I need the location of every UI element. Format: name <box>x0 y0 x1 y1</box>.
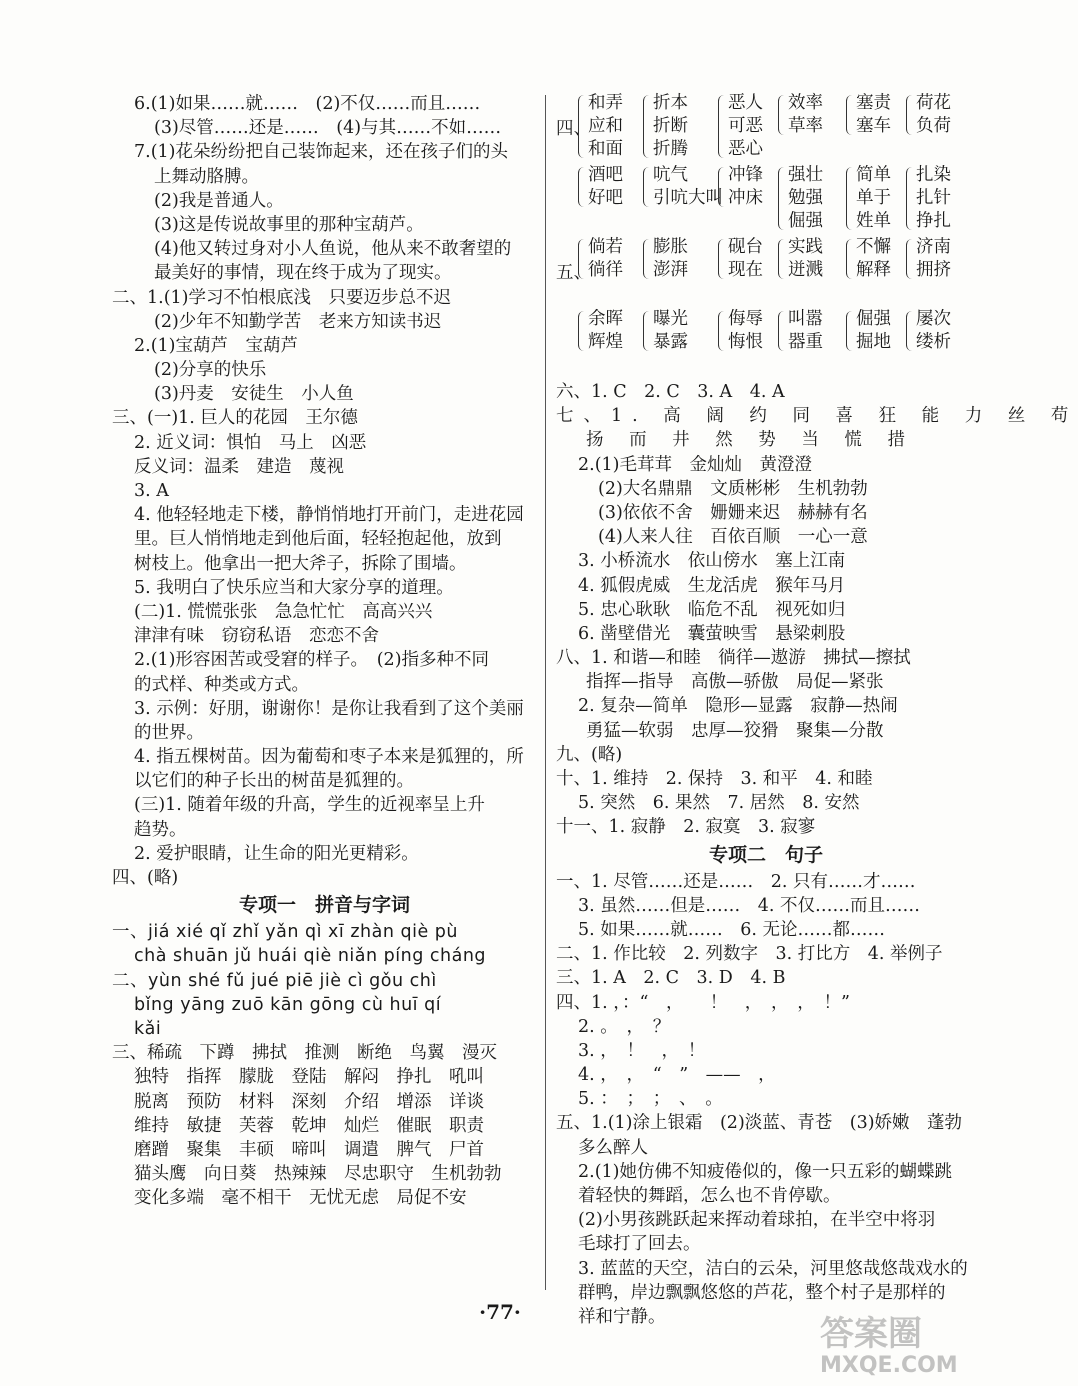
answer-line: 毛球打了回去。 <box>578 1234 701 1255</box>
bracket-groups <box>556 92 976 380</box>
word: 屡次 <box>916 309 951 329</box>
answer-line: 指挥—指导 高傲—骄傲 局促—紧张 <box>586 672 884 693</box>
word: 折本 <box>653 93 688 113</box>
answer-line: (2)我是普通人。 <box>154 190 284 211</box>
answer-line: 一、1. 尽管……还是…… 2. 只有……才…… <box>556 871 916 892</box>
brace-mark <box>778 167 787 230</box>
brace-mark <box>718 167 727 207</box>
word: 现在 <box>728 260 763 280</box>
word: 余晖 <box>588 309 623 329</box>
page-number: ·77· <box>479 1300 521 1324</box>
answer-line: 二、1. 作比较 2. 列数字 3. 打比方 4. 举例子 <box>556 944 943 965</box>
word-column <box>856 164 891 233</box>
watermark-logo <box>820 1315 990 1383</box>
word-column <box>788 92 823 138</box>
word: 倔强 <box>788 211 823 231</box>
word-column <box>728 308 763 354</box>
word-column <box>788 308 823 354</box>
answer-line: 4. 他轻轻地走下楼，静悄悄地打开前门，走进花园 <box>134 505 524 526</box>
word: 膨胀 <box>653 237 688 257</box>
answer-line: (2)少年不知勤学苦 老来方知读书迟 <box>154 311 442 332</box>
word: 和面 <box>588 139 623 159</box>
answer-line: (4)他又转过身对小人鱼说，他从来不敢奢望的 <box>154 239 512 260</box>
brace-mark <box>906 95 915 135</box>
brace-mark <box>906 167 915 230</box>
answer-line: 的世界。 <box>134 722 204 743</box>
answer-line: (2)分享的快乐 <box>154 360 267 381</box>
answer-line: 3. 小桥流水 依山傍水 塞上江南 <box>578 551 846 572</box>
watermark-top: 答案圈 <box>820 1314 922 1354</box>
word: 草率 <box>788 116 823 136</box>
word: 砚台 <box>728 237 763 257</box>
answer-line: 5. 突然 6. 果然 7. 居然 8. 安然 <box>578 793 860 814</box>
word: 效率 <box>788 93 823 113</box>
answer-line: 里。巨人悄悄地走到他后面，轻轻抱起他，放到 <box>134 529 502 550</box>
answer-line: 十一、1. 寂静 2. 寂寞 3. 寂寥 <box>556 817 816 838</box>
word: 缕析 <box>916 332 951 352</box>
brace-mark <box>578 311 587 351</box>
brace-mark <box>643 95 652 158</box>
brace-mark <box>578 239 587 279</box>
word-column <box>653 236 688 282</box>
word: 单于 <box>856 188 891 208</box>
group-label: 五、 <box>556 263 591 283</box>
word: 吭气 <box>653 165 688 185</box>
left-column <box>112 92 537 1210</box>
answer-line: 群鸭，岸边飘飘悠悠的芦花，整个村子是那样的 <box>578 1282 946 1303</box>
word-column <box>916 164 951 233</box>
answer-line: 6. 凿壁借光 囊萤映雪 悬梁刺股 <box>578 623 846 644</box>
brace-mark <box>643 311 652 351</box>
word: 挣扎 <box>916 211 951 231</box>
answer-line: (3)丹麦 安徒生 小人鱼 <box>154 384 354 405</box>
answer-line: 6.(1)如果……就…… (2)不仅……而且…… <box>134 94 481 114</box>
answer-line: 2.(1)宝葫芦 宝葫芦 <box>134 335 298 356</box>
right-column <box>556 92 1078 1329</box>
answers-block-d <box>556 870 976 1330</box>
word: 倘若 <box>588 237 623 257</box>
answer-line: (4)人来人往 百依百顺 一心一意 <box>598 527 868 548</box>
answer-line: 2. 复杂—简单 隐形—显露 寂静—热闹 <box>578 696 898 717</box>
word: 强壮 <box>788 165 823 185</box>
word: 侮辱 <box>728 309 763 329</box>
answer-line: 着轻快的舞蹈，怎么也不肯停歇。 <box>578 1186 841 1206</box>
word: 冲床 <box>728 188 763 208</box>
brace-mark <box>718 239 727 279</box>
brace-mark <box>906 239 915 279</box>
answer-line: 以它们的种子长出的树苗是狐狸的。 <box>134 771 414 792</box>
brace-mark <box>846 167 855 230</box>
brace-mark <box>578 167 587 207</box>
answer-line: 上舞动胳膊。 <box>154 166 259 187</box>
answer-line: 扬 而 井 然 势 当 慌 措 <box>586 430 915 451</box>
word: 澎湃 <box>653 260 688 280</box>
answer-line: 5. ： ； ； 、 。 <box>578 1089 723 1110</box>
word-column <box>856 308 891 354</box>
answer-line: (3)尽管……还是…… (4)与其……不如…… <box>154 118 502 139</box>
answer-line: (2)大名鼎鼎 文质彬彬 生机勃勃 <box>598 478 868 499</box>
answers-block-c <box>556 380 1078 840</box>
section1-title: 专项一 拼音与字词 <box>238 894 410 917</box>
answer-line: 猫头鹰 向日葵 热辣辣 尽忠职守 生机勃勃 <box>134 1164 502 1185</box>
answer-line: 最美好的事情，现在终于成为了现实。 <box>154 263 452 284</box>
answer-line: 变化多端 毫不相干 无忧无虑 局促不安 <box>134 1188 467 1209</box>
word-column <box>728 92 763 161</box>
answer-line: 3. 示例：好朋，谢谢你！是你让我看到了这个美丽 <box>134 698 524 719</box>
word: 折腾 <box>653 139 688 159</box>
word: 叫嚣 <box>788 309 823 329</box>
answer-line: 脱离 预防 材料 深刻 介绍 增添 详谈 <box>134 1091 484 1112</box>
answer-line: 2. 近义词：惧怕 马上 凶恶 <box>134 432 367 453</box>
word: 负荷 <box>916 116 951 136</box>
answer-line: 3. 蓝蓝的天空，洁白的云朵，河里悠哉悠哉戏水的 <box>578 1258 968 1279</box>
answer-line: 十、1. 维持 2. 保持 3. 和平 4. 和睦 <box>556 769 873 789</box>
word: 塞责 <box>856 93 891 113</box>
word-column <box>588 308 623 354</box>
answer-line: 树枝上。他拿出一把大斧子，拆除了围墙。 <box>134 553 467 574</box>
word-column <box>916 308 951 354</box>
answer-line: 5. 如果……就…… 6. 无论……都…… <box>578 919 886 940</box>
answer-line: 祥和宁静。 <box>578 1306 666 1327</box>
word-column <box>653 308 688 354</box>
answer-line: 3. 虽然……但是…… 4. 不仅……而且…… <box>578 895 921 916</box>
answer-line: 七、1. 高 阔 约 同 喜 狂 能 力 丝 苟 <box>556 406 1078 427</box>
answer-line: 4. 指五棵树苗。因为葡萄和枣子本来是狐狸的，所 <box>134 747 524 768</box>
word: 荷花 <box>916 93 951 113</box>
answer-line: 二、1.(1)学习不怕根底浅 只要迈步总不迟 <box>112 287 451 308</box>
word: 悔恨 <box>728 332 763 352</box>
answer-line: 四、(略) <box>112 868 179 888</box>
answer-line: 四、1. ，：“ ， ！ ， ， ， ！” <box>556 992 850 1013</box>
word: 和弄 <box>588 93 623 113</box>
word: 辉煌 <box>588 332 623 352</box>
answer-line: 5. 忠心耿耿 临危不乱 视死如归 <box>578 599 846 620</box>
column-divider <box>545 95 546 1290</box>
word-column <box>788 236 823 282</box>
answer-line: 3. ， ！ ， ！ <box>578 1040 706 1061</box>
word-column <box>653 92 688 161</box>
answer-line: 2.(1)毛茸茸 金灿灿 黄澄澄 <box>578 454 812 475</box>
word-column <box>856 92 891 138</box>
bracket-group <box>556 164 976 236</box>
word: 塞车 <box>856 116 891 136</box>
word-column <box>788 164 823 233</box>
group-label: 四、 <box>556 119 591 139</box>
brace-mark <box>643 239 652 279</box>
answers-block-a <box>112 92 537 890</box>
brace-mark <box>718 95 727 158</box>
word-column <box>653 164 723 210</box>
word: 不懈 <box>856 237 891 257</box>
answer-line: 4. ， ， “ ” —— ， <box>578 1065 776 1086</box>
word: 徜徉 <box>588 260 623 280</box>
answer-line: chà shuān jǔ huái qiè niǎn píng cháng <box>134 946 487 967</box>
word: 实践 <box>788 237 823 257</box>
section2-title: 专项二 句子 <box>708 843 823 866</box>
answer-line: (三)1. 随着年级的升高，学生的近视率呈上升 <box>134 795 485 816</box>
bracket-group <box>556 308 976 380</box>
word: 曝光 <box>653 309 688 329</box>
answer-line: 反义词：温柔 建造 蔑视 <box>134 456 344 477</box>
answer-line: 5. 我明白了快乐应当和大家分享的道理。 <box>134 577 454 598</box>
brace-mark <box>846 95 855 135</box>
word-column <box>916 92 951 138</box>
bracket-group <box>556 92 976 164</box>
word-column <box>728 236 763 282</box>
answer-line: 三、(一)1. 巨人的花园 王尔德 <box>112 408 358 429</box>
word: 折断 <box>653 116 688 136</box>
answer-line: bǐng yāng zuō kān gōng cù huī qí <box>134 994 442 1015</box>
answer-line: 磨蹭 聚集 丰硕 啼叫 调遣 脾气 尸首 <box>134 1139 484 1160</box>
brace-mark <box>778 311 787 351</box>
answers-block-b <box>112 920 537 1210</box>
word: 解释 <box>856 260 891 280</box>
answer-line: 的式样、种类或方式。 <box>134 674 309 695</box>
word: 简单 <box>856 165 891 185</box>
brace-mark <box>778 95 787 135</box>
answer-line: 多么醉人 <box>578 1137 648 1158</box>
answer-line: kǎi <box>134 1018 162 1039</box>
answer-line: 勇猛—软弱 忠厚—狡猾 聚集—分散 <box>586 720 884 741</box>
word-column <box>588 164 623 210</box>
brace-mark <box>778 239 787 279</box>
word-column <box>588 92 623 161</box>
answer-line: (2)小男孩跳跃起来挥动着球拍，在半空中将羽 <box>578 1210 936 1231</box>
answer-line: 八、1. 和谐—和睦 徜徉—遨游 拂拭—擦拭 <box>556 648 911 669</box>
word: 暴露 <box>653 332 688 352</box>
answer-line: 2. 。 ， ？ <box>578 1016 671 1037</box>
word: 冲锋 <box>728 165 763 185</box>
word: 拥挤 <box>916 260 951 280</box>
word: 扎染 <box>916 165 951 185</box>
word-column <box>916 236 951 282</box>
brace-mark <box>846 311 855 351</box>
word: 扎针 <box>916 188 951 208</box>
answer-line: 2.(1)形容困苦或受窘的样子。 (2)指多种不同 <box>134 650 490 671</box>
brace-mark <box>643 167 652 207</box>
word: 引吭大叫 <box>653 188 723 208</box>
answer-line: 三、稀疏 下蹲 拂拭 推测 断绝 鸟翼 漫灭 <box>112 1043 497 1064</box>
word: 济南 <box>916 237 951 257</box>
answer-line: (3)这是传说故事里的那种宝葫芦。 <box>154 214 424 235</box>
word: 酒吧 <box>588 165 623 185</box>
brace-mark <box>578 95 587 158</box>
answer-line: 7.(1)花朵纷纷把自己装饰起来，还在孩子们的头 <box>134 142 508 163</box>
answer-line: 六、1. C 2. C 3. A 4. A <box>556 382 785 402</box>
word: 恶心 <box>728 139 763 159</box>
word: 器重 <box>788 332 823 352</box>
answer-line: 津津有味 窃窃私语 恋恋不舍 <box>134 626 379 647</box>
answer-line: 独特 指挥 朦胧 登陆 解闷 挣扎 吼叫 <box>134 1067 484 1088</box>
answer-line: 2.(1)她仿佛不知疲倦似的，像一只五彩的蝴蝶跳 <box>578 1161 952 1182</box>
answer-line: 2. 爱护眼睛，让生命的阳光更精彩。 <box>134 843 419 864</box>
word-column <box>588 236 623 282</box>
word: 好吧 <box>588 188 623 208</box>
answer-line: 趋势。 <box>134 819 187 840</box>
answer-line: (二)1. 慌慌张张 急急忙忙 高高兴兴 <box>134 601 433 622</box>
answer-line: 二、yùn shé fǔ jué piē jiè cì gǒu chì <box>112 970 437 991</box>
word: 掘地 <box>856 332 891 352</box>
answer-line: 3. A <box>134 481 169 501</box>
word: 恶人 <box>728 93 763 113</box>
watermark-bottom: MXQE.COM <box>820 1353 958 1378</box>
word-column <box>856 236 891 282</box>
word: 应和 <box>588 116 623 136</box>
word: 迸溅 <box>788 260 823 280</box>
word: 倔强 <box>856 309 891 329</box>
word: 可恶 <box>728 116 763 136</box>
answer-line: (3)依依不舍 姗姗来迟 赫赫有名 <box>598 502 868 523</box>
word-column <box>728 164 763 210</box>
word: 姓单 <box>856 211 891 231</box>
word: 勉强 <box>788 188 823 208</box>
answer-line: 九、(略) <box>556 744 623 765</box>
bracket-group <box>556 236 976 308</box>
brace-mark <box>846 239 855 279</box>
answer-line: 4. 狐假虎威 生龙活虎 猴年马月 <box>578 575 846 596</box>
answer-line: 一、jiá xié qǐ zhǐ yǎn qì xī zhàn qiè pù <box>112 922 458 943</box>
answer-line: 维持 敏捷 芙蓉 乾坤 灿烂 催眠 职责 <box>134 1115 484 1136</box>
brace-mark <box>718 311 727 351</box>
answer-line: 三、1. A 2. C 3. D 4. B <box>556 968 786 989</box>
answer-line: 五、1.(1)涂上银霜 (2)淡蓝、青苍 (3)娇嫩 蓬勃 <box>556 1113 963 1134</box>
brace-mark <box>906 311 915 351</box>
